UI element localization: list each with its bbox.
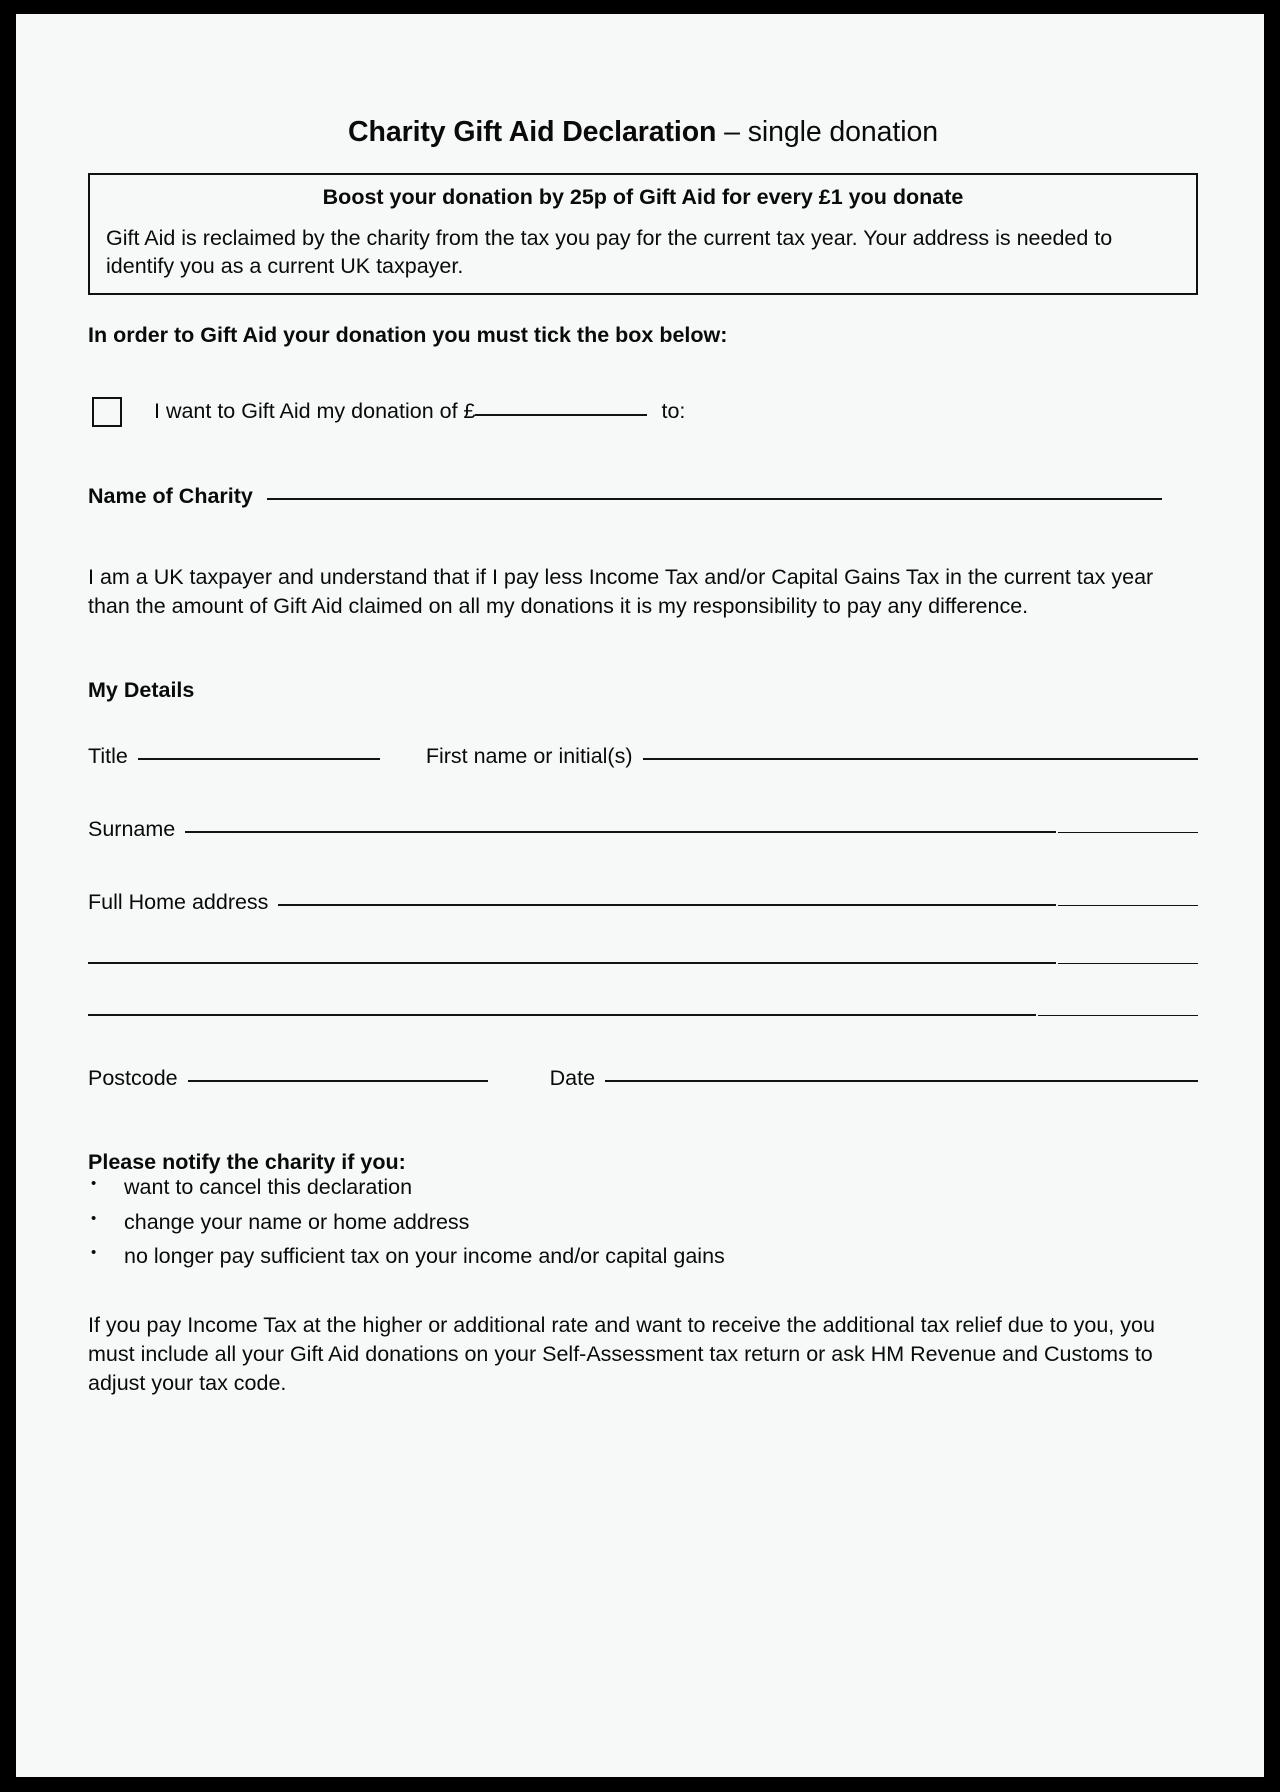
my-details-heading: My Details [88, 677, 195, 702]
surname-field[interactable] [185, 831, 1056, 833]
document-content [88, 14, 1198, 1398]
address-field-2-extension[interactable] [1058, 963, 1198, 964]
document-page [16, 14, 1264, 1777]
first-name-field[interactable] [643, 758, 1198, 760]
gift-aid-tick-row [88, 397, 1198, 427]
address-field-1[interactable] [278, 904, 1056, 906]
notify-heading: Please notify the charity if you: [88, 1150, 406, 1175]
donation-amount-field[interactable] [475, 413, 647, 416]
address-field-1-extension[interactable] [1058, 905, 1198, 906]
list-item: • change your name or home address [88, 1212, 1198, 1247]
address-field-2[interactable] [88, 962, 1056, 964]
address-row-1 [88, 890, 1198, 915]
gift-aid-tick-label [154, 399, 685, 424]
taxpayer-declaration: I am a UK taxpayer and understand that if I pay less Income Tax and/or Capital Gains Tax in the current tax year than the amount of Gift Aid claimed on all my donations it is my responsibility to pay any difference. [88, 564, 1154, 618]
address-label: Full Home address [88, 890, 269, 915]
surname-field-extension[interactable] [1058, 832, 1198, 833]
address-field-3-extension[interactable] [1038, 1015, 1198, 1016]
date-field[interactable] [605, 1080, 1198, 1082]
address-row-2 [88, 965, 1198, 967]
address-row-3 [88, 1017, 1198, 1019]
charity-name-label: Name of Charity [88, 483, 253, 508]
postcode-label: Postcode [88, 1066, 178, 1091]
page-title [88, 14, 1198, 149]
notice-heading: Boost your donation by 25p of Gift Aid for every £1 you donate [322, 185, 964, 209]
page-title-light: – single donation [716, 116, 938, 148]
tick-instruction: In order to Gift Aid your donation you must tick the box below: [88, 322, 728, 347]
charity-name-row [88, 483, 1198, 511]
date-label: Date [549, 1066, 596, 1091]
address-field-3[interactable] [88, 1014, 1036, 1016]
donation-amount-suffix: to: [661, 399, 686, 424]
postcode-date-row [88, 1066, 1198, 1091]
list-item: • no longer pay sufficient tax on your income and/or capital gains [88, 1246, 1198, 1281]
notice-box [88, 173, 1198, 295]
title-field[interactable] [138, 758, 380, 760]
postcode-field[interactable] [188, 1080, 488, 1082]
title-firstname-row [88, 744, 1198, 769]
list-item: • want to cancel this declaration [88, 1177, 1198, 1212]
surname-label: Surname [88, 817, 176, 842]
higher-rate-tax-note: If you pay Income Tax at the higher or additional rate and want to receive the additional tax relief due to you, you must include all your Gift Aid donations on your Self-Assessment tax return or ask HM Revenue and Customs to adjust your tax code. [88, 1312, 1155, 1395]
surname-row [88, 817, 1198, 842]
charity-name-field[interactable] [267, 498, 1162, 500]
first-name-label: First name or initial(s) [425, 744, 633, 769]
notify-list [88, 1177, 1198, 1281]
gift-aid-checkbox[interactable] [92, 397, 122, 427]
page-title-strong: Charity Gift Aid Declaration [348, 116, 717, 148]
title-label: Title [88, 744, 128, 769]
notice-body: Gift Aid is reclaimed by the charity from the tax you pay for the current tax year. Your address is needed to identify you as a current UK taxpayer. [106, 225, 1113, 279]
donation-amount-prefix: I want to Gift Aid my donation of £ [154, 399, 476, 424]
